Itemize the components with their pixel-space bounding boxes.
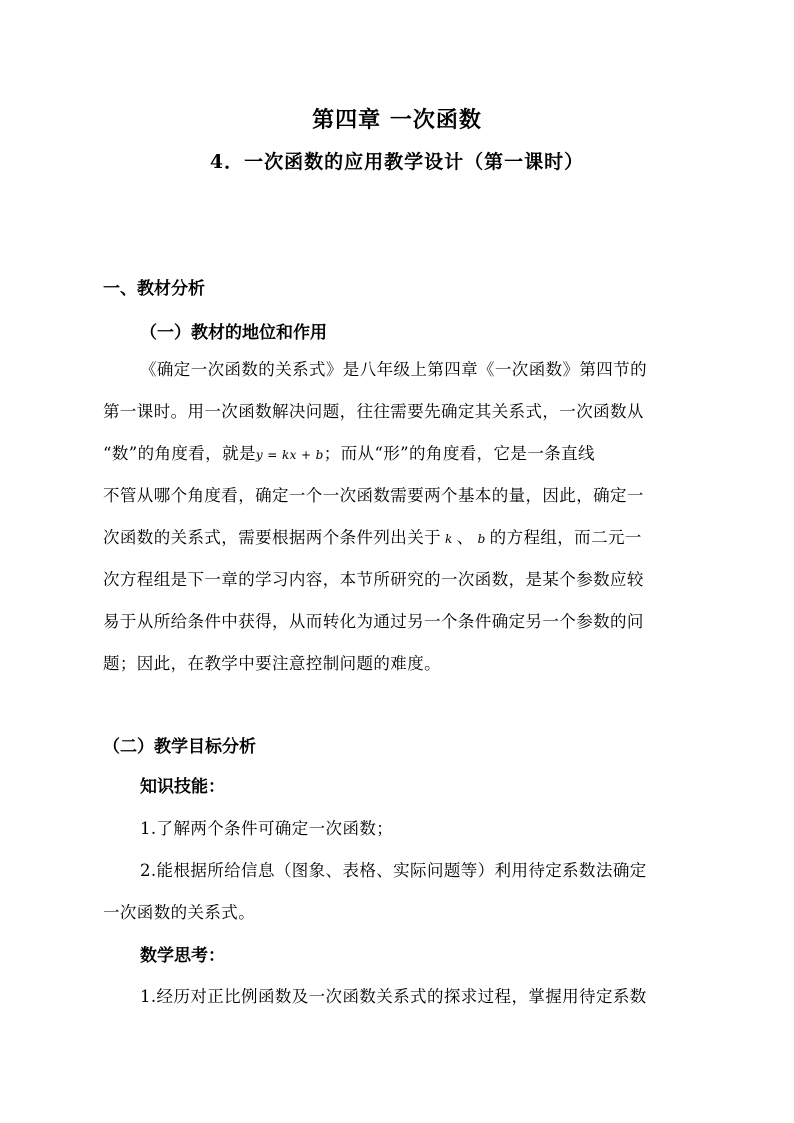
subsection-heading-teaching-goals: （二）教学目标分析 [103, 737, 256, 757]
variable-k: k [445, 532, 453, 546]
thinking-item: 1.经历对正比例函数及一次函数关系式的探求过程，掌握用待定系数 [140, 987, 647, 1006]
paragraph-text: “数”的角度看，就是 [103, 444, 256, 463]
knowledge-item: 1.了解两个条件可确定一次函数； [140, 819, 394, 838]
math-thinking-heading: 数学思考： [140, 946, 225, 966]
paragraph-line: 《确定一次函数的关系式》是八年级上第四章《一次函数》第四节的 [140, 360, 647, 379]
paragraph-line-with-variables [103, 524, 695, 548]
knowledge-item-continuation: 一次函数的关系式。 [103, 903, 256, 922]
paragraph-line: 题；因此，在教学中要注意控制问题的难度。 [103, 654, 441, 673]
knowledge-item: 2.能根据所给信息（图象、表格、实际问题等）利用待定系数法确定 [140, 861, 647, 880]
paragraph-line-with-formula [103, 440, 695, 464]
paragraph-text: 次函数的关系式，需要根据两个条件列出关于 [103, 528, 441, 547]
linear-function-formula: y = kx + b [255, 448, 324, 462]
paragraph-text: ；而从“形”的角度看，它是一条直线 [323, 444, 595, 463]
subsection-heading-position-role: （一）教材的地位和作用 [140, 323, 327, 343]
paragraph-line: 易于从所给条件中获得，从而转化为通过另一个条件确定另一个参数的问 [103, 612, 644, 631]
variable-b: b [477, 532, 486, 546]
knowledge-skills-heading: 知识技能： [140, 777, 225, 797]
section-heading-material-analysis: 一、教材分析 [103, 279, 205, 299]
chapter-title: 第四章 一次函数 [312, 107, 482, 133]
paragraph-line: 次方程组是下一章的学习内容，本节所研究的一次函数，是某个参数应较 [103, 570, 644, 589]
paragraph-text: 的方程组，而二元一 [489, 528, 642, 547]
paragraph-line: 不管从哪个角度看，确定一个一次函数需要两个基本的量，因此，确定一 [103, 486, 644, 505]
paragraph-line: 第一课时。用一次函数解决问题，往往需要先确定其关系式，一次函数从 [103, 402, 644, 421]
paragraph-text: 、 [456, 528, 474, 547]
lesson-subtitle: 4．一次函数的应用教学设计（第一课时） [209, 151, 585, 173]
